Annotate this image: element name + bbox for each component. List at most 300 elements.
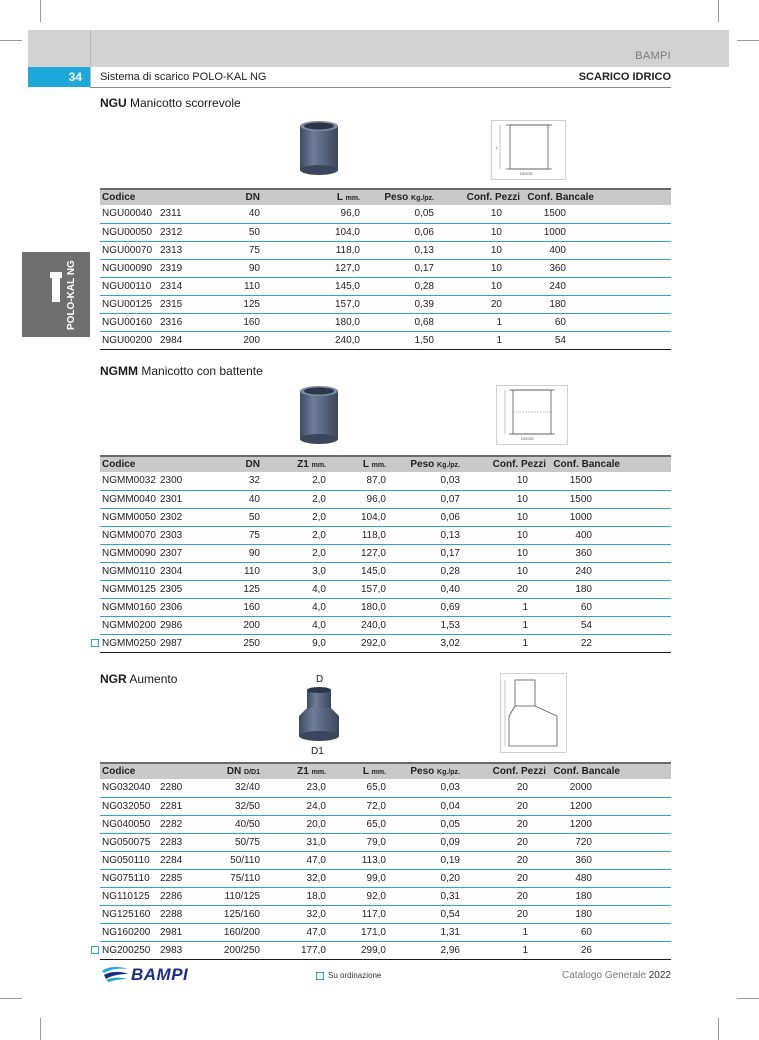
z1-value: 2,0: [262, 526, 328, 544]
length-value: 65,0: [328, 815, 388, 833]
article-number: 2983: [160, 941, 220, 959]
length-value: 72,0: [328, 797, 388, 815]
product-code: NGU00125: [100, 295, 160, 313]
pieces-value: 20: [462, 815, 548, 833]
z1-value: 2,0: [262, 508, 328, 526]
table-row: [100, 295, 671, 313]
length-value: 299,0: [328, 941, 388, 959]
pieces-value: 10: [462, 472, 548, 490]
z1-value: 47,0: [262, 923, 328, 941]
col-weight: Peso Kg./pz.: [388, 763, 462, 779]
table-row: [100, 313, 671, 331]
side-tab-label: POLO-KAL NG: [66, 260, 77, 330]
weight-value: 0,40: [388, 580, 462, 598]
pallet-value: 60: [522, 313, 596, 331]
technical-drawing: [500, 673, 567, 753]
z1-value: 177,0: [262, 941, 328, 959]
table-header: [100, 189, 671, 205]
product-code: NGMM0070: [100, 526, 160, 544]
section-code: NGU: [100, 96, 127, 110]
article-number: 2281: [160, 797, 220, 815]
length-value: 118,0: [262, 241, 362, 259]
dn-value: 50: [220, 508, 262, 526]
pieces-value: 10: [436, 241, 522, 259]
table-row: [100, 223, 671, 241]
pallet-value: 1000: [548, 508, 622, 526]
table-header: [100, 763, 671, 779]
ngmm-table: [100, 455, 671, 653]
pallet-value: 22: [548, 634, 622, 652]
side-tab[interactable]: [22, 252, 90, 337]
table-row: [100, 598, 671, 616]
weight-value: 0,09: [388, 833, 462, 851]
length-value: 117,0: [328, 905, 388, 923]
article-number: 2288: [160, 905, 220, 923]
length-value: 180,0: [328, 598, 388, 616]
dn-value: 50/110: [220, 851, 262, 869]
length-value: 118,0: [328, 526, 388, 544]
z1-value: 2,0: [262, 472, 328, 490]
pallet-value: 1200: [548, 797, 622, 815]
dn-value: 200: [220, 331, 262, 349]
pallet-value: 180: [548, 905, 622, 923]
table-row: [100, 833, 671, 851]
length-value: 65,0: [328, 779, 388, 797]
pieces-value: 10: [436, 205, 522, 223]
z1-value: 4,0: [262, 616, 328, 634]
length-value: 104,0: [328, 508, 388, 526]
col-pallet: Conf. Bancale: [548, 763, 622, 779]
table-row: [100, 869, 671, 887]
col-dn: DN: [220, 456, 262, 472]
pieces-value: 20: [436, 295, 522, 313]
z1-value: 24,0: [262, 797, 328, 815]
weight-value: 0,06: [362, 223, 436, 241]
col-pieces: Conf. Pezzi: [436, 189, 522, 205]
product-code: NG125160: [100, 905, 160, 923]
pallet-value: 60: [548, 598, 622, 616]
col-z1: Z1 mm.: [262, 456, 328, 472]
article-number: 2285: [160, 869, 220, 887]
article-number: 2303: [160, 526, 220, 544]
article-number: 2286: [160, 887, 220, 905]
on-order-marker: [91, 639, 99, 647]
table-row: [100, 277, 671, 295]
article-number: 2284: [160, 851, 220, 869]
z1-value: 18,0: [262, 887, 328, 905]
order-legend: [316, 971, 381, 980]
reducer-image: [296, 686, 342, 744]
checkbox-icon: [316, 972, 324, 980]
table-row: [100, 562, 671, 580]
product-code: NG110125: [100, 887, 160, 905]
article-number: 2316: [160, 313, 220, 331]
weight-value: 0,28: [388, 562, 462, 580]
dn-value: 125: [220, 295, 262, 313]
product-code: NG032050: [100, 797, 160, 815]
dn-value: 40/50: [220, 815, 262, 833]
pallet-value: 180: [548, 580, 622, 598]
length-value: 96,0: [328, 490, 388, 508]
table-row: [100, 815, 671, 833]
length-value: 157,0: [262, 295, 362, 313]
col-pieces: Conf. Pezzi: [462, 456, 548, 472]
length-value: 104,0: [262, 223, 362, 241]
drawing-label: DN/OD: [520, 171, 533, 176]
weight-value: 2,96: [388, 941, 462, 959]
pieces-value: 10: [436, 259, 522, 277]
length-value: 127,0: [262, 259, 362, 277]
product-code: NGMM0032: [100, 472, 160, 490]
dn-value: 32/50: [220, 797, 262, 815]
pallet-value: 60: [548, 923, 622, 941]
footer-catalog: [562, 970, 671, 981]
dn-value: 110/125: [220, 887, 262, 905]
drawing-lines: [501, 674, 566, 752]
weight-value: 0,54: [388, 905, 462, 923]
pieces-value: 10: [436, 277, 522, 295]
table-row: [100, 526, 671, 544]
col-code: Codice: [100, 763, 160, 779]
table-row: [100, 490, 671, 508]
weight-value: 0,13: [362, 241, 436, 259]
section-title-ngmm: [100, 364, 263, 378]
table-row: [100, 616, 671, 634]
pallet-value: 400: [522, 241, 596, 259]
col-code: Codice: [100, 456, 160, 472]
article-number: 2984: [160, 331, 220, 349]
article-number: 2986: [160, 616, 220, 634]
table-row: [100, 634, 671, 652]
pallet-value: 1500: [548, 490, 622, 508]
dn-value: 110: [220, 562, 262, 580]
ngr-table: [100, 762, 671, 960]
col-code: Codice: [100, 189, 160, 205]
dn-value: 250: [220, 634, 262, 652]
pallet-value: 240: [522, 277, 596, 295]
pieces-value: 10: [462, 526, 548, 544]
z1-value: 20,0: [262, 815, 328, 833]
pieces-value: 20: [462, 833, 548, 851]
length-value: 292,0: [328, 634, 388, 652]
weight-value: 0,07: [388, 490, 462, 508]
weight-value: 0,20: [388, 869, 462, 887]
pallet-value: 1500: [522, 205, 596, 223]
pieces-value: 10: [462, 508, 548, 526]
length-value: 79,0: [328, 833, 388, 851]
pallet-value: 480: [548, 869, 622, 887]
table-row: [100, 508, 671, 526]
dn-value: 110: [220, 277, 262, 295]
dn-value: 160: [220, 313, 262, 331]
product-code: NGU00110: [100, 277, 160, 295]
pallet-value: 54: [522, 331, 596, 349]
weight-value: 0,05: [388, 815, 462, 833]
product-code: NGMM0160: [100, 598, 160, 616]
weight-value: 0,03: [388, 472, 462, 490]
length-value: 113,0: [328, 851, 388, 869]
col-l: L mm.: [328, 763, 388, 779]
header-title: Sistema di scarico POLO-KAL NG: [100, 71, 267, 83]
article-number: 2280: [160, 779, 220, 797]
article-number: 2282: [160, 815, 220, 833]
length-value: 240,0: [262, 331, 362, 349]
col-weight: Peso Kg./pz.: [388, 456, 462, 472]
crop-mark: [40, 0, 41, 22]
product-code: NGMM0090: [100, 544, 160, 562]
pallet-value: 240: [548, 562, 622, 580]
length-value: 240,0: [328, 616, 388, 634]
crop-mark: [737, 40, 759, 41]
pallet-value: 360: [548, 544, 622, 562]
table-row: [100, 851, 671, 869]
pallet-value: 1200: [548, 815, 622, 833]
dn-value: 90: [220, 259, 262, 277]
weight-value: 1,50: [362, 331, 436, 349]
pallet-value: 720: [548, 833, 622, 851]
pallet-value: 360: [548, 851, 622, 869]
article-number: 2301: [160, 490, 220, 508]
length-value: 171,0: [328, 923, 388, 941]
pallet-value: 26: [548, 941, 622, 959]
pieces-value: 10: [462, 562, 548, 580]
z1-value: 2,0: [262, 544, 328, 562]
product-code: NG040050: [100, 815, 160, 833]
col-pallet: Conf. Bancale: [548, 456, 622, 472]
dn-value: 125: [220, 580, 262, 598]
dn-value: 160/200: [220, 923, 262, 941]
col-weight: Peso Kg./pz.: [362, 189, 436, 205]
catalog-title: Catalogo Generale: [562, 970, 646, 981]
length-value: 145,0: [328, 562, 388, 580]
article-number: 2300: [160, 472, 220, 490]
technical-drawing: [496, 385, 568, 445]
product-code: NG160200: [100, 923, 160, 941]
page-number: 34: [28, 67, 90, 87]
article-number: 2312: [160, 223, 220, 241]
pallet-value: 2000: [548, 779, 622, 797]
article-number: 2283: [160, 833, 220, 851]
pieces-value: 20: [462, 887, 548, 905]
article-number: 2304: [160, 562, 220, 580]
on-order-marker: [91, 946, 99, 954]
length-value: 157,0: [328, 580, 388, 598]
weight-value: 0,17: [362, 259, 436, 277]
coupling-image: [296, 120, 342, 176]
dn-value: 125/160: [220, 905, 262, 923]
dn-value: 90: [220, 544, 262, 562]
col-pallet: Conf. Bancale: [522, 189, 596, 205]
header-brand: BAMPI: [635, 50, 671, 62]
section-title-ngr: [100, 672, 177, 686]
section-name: Manicotto scorrevole: [130, 96, 241, 110]
pieces-value: 1: [436, 331, 522, 349]
dn-value: 32: [220, 472, 262, 490]
table-row: [100, 259, 671, 277]
product-code: NG032040: [100, 779, 160, 797]
weight-value: 1,31: [388, 923, 462, 941]
z1-value: 4,0: [262, 580, 328, 598]
col-pieces: Conf. Pezzi: [462, 763, 548, 779]
pallet-value: 180: [548, 887, 622, 905]
z1-value: 32,0: [262, 905, 328, 923]
label-d1: D1: [311, 746, 324, 757]
product-code: NGU00090: [100, 259, 160, 277]
product-code: NGMM0200: [100, 616, 160, 634]
article-number: 2306: [160, 598, 220, 616]
pallet-value: 180: [522, 295, 596, 313]
label-d: D: [316, 674, 324, 685]
pieces-value: 20: [462, 905, 548, 923]
article-number: 2307: [160, 544, 220, 562]
bampi-logo-icon: [100, 965, 130, 983]
dn-value: 40: [220, 490, 262, 508]
legend-text: Su ordinazione: [328, 971, 382, 980]
product-code: NG050075: [100, 833, 160, 851]
dn-value: 160: [220, 598, 262, 616]
table-row: [100, 241, 671, 259]
weight-value: 0,06: [388, 508, 462, 526]
product-code: NG200250: [100, 941, 160, 959]
product-code: NGMM0250: [100, 634, 160, 652]
weight-value: 0,17: [388, 544, 462, 562]
table-header: [100, 456, 671, 472]
pieces-value: 1: [462, 598, 548, 616]
header-divider: [90, 30, 91, 87]
dn-value: 40: [220, 205, 262, 223]
product-code: NGU00040: [100, 205, 160, 223]
crop-mark: [0, 40, 22, 41]
product-code: NGMM0110: [100, 562, 160, 580]
weight-value: 0,39: [362, 295, 436, 313]
weight-value: 0,28: [362, 277, 436, 295]
pieces-value: 20: [462, 869, 548, 887]
pallet-value: 54: [548, 616, 622, 634]
section-title-ngu: [100, 96, 241, 110]
col-l: L mm.: [262, 189, 362, 205]
weight-value: 0,05: [362, 205, 436, 223]
crop-mark: [737, 998, 759, 999]
crop-mark: [718, 0, 719, 22]
length-value: 92,0: [328, 887, 388, 905]
table-row: [100, 887, 671, 905]
pieces-value: 20: [462, 779, 548, 797]
z1-value: 9,0: [262, 634, 328, 652]
table-row: [100, 923, 671, 941]
pieces-value: 20: [462, 797, 548, 815]
pallet-value: 400: [548, 526, 622, 544]
z1-value: 32,0: [262, 869, 328, 887]
length-value: 145,0: [262, 277, 362, 295]
crop-mark: [40, 1018, 41, 1040]
z1-value: 3,0: [262, 562, 328, 580]
table-row: [100, 779, 671, 797]
article-number: 2314: [160, 277, 220, 295]
article-number: 2311: [160, 205, 220, 223]
product-code: NG075110: [100, 869, 160, 887]
weight-value: 3,02: [388, 634, 462, 652]
z1-value: 47,0: [262, 851, 328, 869]
pieces-value: 10: [462, 544, 548, 562]
product-code: NGU00050: [100, 223, 160, 241]
pieces-value: 10: [462, 490, 548, 508]
product-code: NGMM0125: [100, 580, 160, 598]
article-number: 2302: [160, 508, 220, 526]
z1-value: 4,0: [262, 598, 328, 616]
product-code: NGMM0050: [100, 508, 160, 526]
length-value: 96,0: [262, 205, 362, 223]
product-code: NGU00200: [100, 331, 160, 349]
dn-value: 75/110: [220, 869, 262, 887]
product-code: NG050110: [100, 851, 160, 869]
dn-value: 200: [220, 616, 262, 634]
product-code: NGU00160: [100, 313, 160, 331]
pipe-icon: [52, 276, 60, 302]
col-z1: Z1 mm.: [262, 763, 328, 779]
article-number: 2987: [160, 634, 220, 652]
z1-value: 2,0: [262, 490, 328, 508]
article-number: 2319: [160, 259, 220, 277]
dn-value: 200/250: [220, 941, 262, 959]
pieces-value: 1: [462, 923, 548, 941]
header-band: [28, 30, 729, 67]
dn-value: 32/40: [220, 779, 262, 797]
article-number: 2315: [160, 295, 220, 313]
length-value: 99,0: [328, 869, 388, 887]
table-row: [100, 544, 671, 562]
col-l: L mm.: [328, 456, 388, 472]
length-value: 180,0: [262, 313, 362, 331]
z1-value: 31,0: [262, 833, 328, 851]
dn-value: 75: [220, 241, 262, 259]
dn-value: 75: [220, 526, 262, 544]
pieces-value: 1: [462, 941, 548, 959]
table-row: [100, 797, 671, 815]
col-dn: DN: [220, 189, 262, 205]
pieces-value: 20: [462, 851, 548, 869]
coupling-with-stop-image: [296, 385, 342, 445]
dn-value: 50/75: [220, 833, 262, 851]
weight-value: 0,69: [388, 598, 462, 616]
table-row: [100, 205, 671, 223]
drawing-label: DN/OD: [521, 436, 534, 441]
table-row: [100, 331, 671, 349]
pieces-value: 1: [462, 634, 548, 652]
crop-mark: [718, 1018, 719, 1040]
footer-logo-text: BAMPI: [131, 965, 189, 984]
section-name: Manicotto con battente: [141, 364, 263, 378]
pieces-value: 20: [462, 580, 548, 598]
table-row: [100, 580, 671, 598]
table-row: [100, 905, 671, 923]
pallet-value: 1000: [522, 223, 596, 241]
article-number: 2981: [160, 923, 220, 941]
weight-value: 0,13: [388, 526, 462, 544]
col-dn: DN D/D1: [220, 763, 262, 779]
catalog-year: 2022: [648, 970, 671, 981]
table-row: [100, 941, 671, 959]
product-code: NGU00070: [100, 241, 160, 259]
pieces-value: 1: [462, 616, 548, 634]
table-row: [100, 472, 671, 490]
weight-value: 0,04: [388, 797, 462, 815]
ngu-table: [100, 188, 671, 350]
technical-drawing: [491, 120, 566, 180]
section-name: Aumento: [129, 672, 178, 686]
length-value: 87,0: [328, 472, 388, 490]
length-value: 127,0: [328, 544, 388, 562]
header-category: SCARICO IDRICO: [578, 71, 671, 83]
